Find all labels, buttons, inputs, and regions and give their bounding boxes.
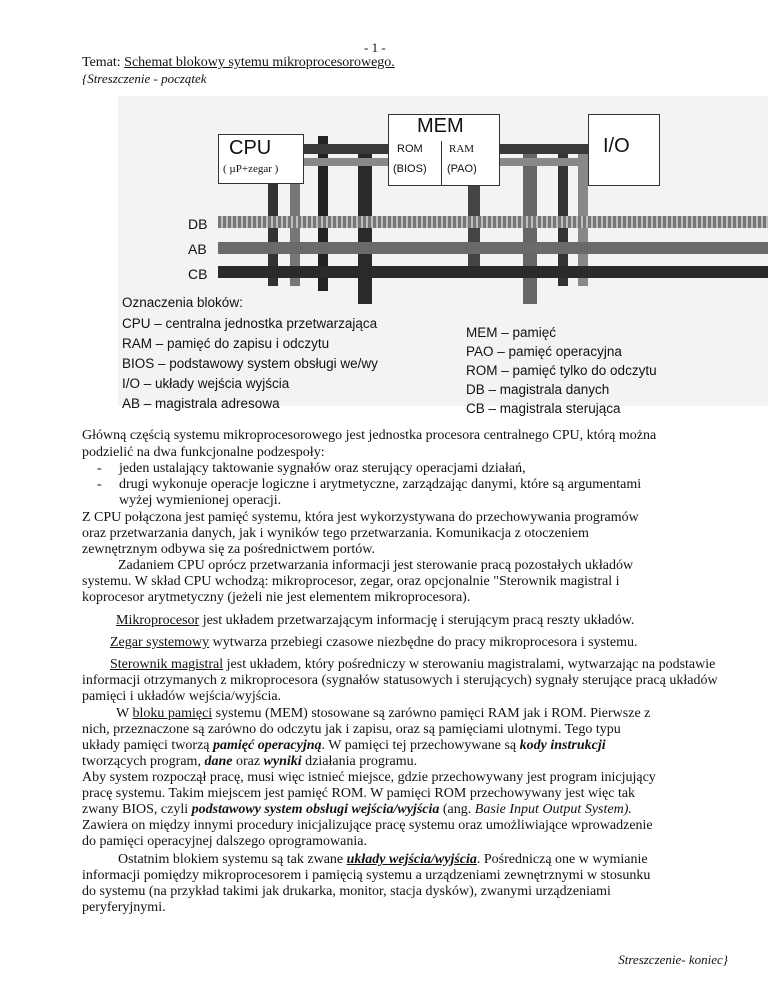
text-line (118, 852, 648, 868)
list-item-cont: wyżej wymienionej operacji. (119, 493, 282, 508)
legend-right-item: CB – magistrala sterująca (466, 401, 621, 416)
term-bios: podstawowy system obsługi wejścia/wyjścia (191, 802, 440, 817)
ab-label: AB (188, 241, 207, 257)
pao-label: (PAO) (447, 163, 477, 175)
definition-text: jest układem, który pośredniczy w sterowaniu magistralami, wytwarzając na podstawie (223, 657, 716, 672)
text-line (116, 706, 650, 722)
bios-label: (BIOS) (393, 163, 427, 175)
page-number: - 1 - (364, 40, 386, 55)
text-line (82, 802, 632, 818)
term-mikroprocesor: Mikroprocesor (116, 613, 200, 628)
data-bus (218, 216, 768, 228)
control-bus (218, 266, 768, 278)
text-line: Aby system rozpoczął pracę, musi więc istnieć miejsce, gdzie przechowywany jest program inicjujący (82, 770, 656, 785)
mikroprocesor-definition (116, 613, 634, 629)
text-line: do pamięci operacyjnej dalszego oprogramowania. (82, 834, 367, 849)
summary-end-marker: Streszczenie- koniec} (618, 952, 728, 967)
text-line (82, 738, 606, 754)
term-pamiec-operacyjna: pamięć operacyjną (213, 738, 322, 753)
definition-text: jest układem przetwarzającym informację i sterującym pracą reszty układów. (199, 613, 635, 628)
text-line: informacji pomiędzy mikroprocesorem i pamięcią systemu a urządzeniami zewnętrznymi w stosunku (82, 868, 651, 883)
definition-text: wytwarza przebiegi czasowe niezbędne do pracy mikroprocesora i systemu. (209, 635, 638, 650)
text-fragment: (ang. (439, 802, 475, 817)
text-fragment: oraz (232, 754, 264, 769)
page-title (82, 55, 395, 71)
title-text: Schemat blokowy sytemu mikroprocesorowego. (124, 55, 395, 70)
text-line: podzielić na dwa funkcjonalne podzespoły: (82, 445, 325, 460)
term-uklady-we-wy: układy wejścia/wyjścia (346, 852, 477, 867)
db-label: DB (188, 216, 208, 232)
address-bus (218, 242, 768, 254)
legend-right-item: MEM – pamięć (466, 325, 557, 340)
legend-right-item: ROM – pamięć tylko do odczytu (466, 363, 657, 378)
text-line: pamięci i układów wejścia/wyjścia. (82, 689, 282, 704)
zegar-definition (110, 635, 638, 651)
cpu-block (218, 134, 304, 184)
term-bios-english: Basie Input Output System). (474, 802, 632, 817)
text-line: Zadaniem CPU oprócz przetwarzania informacji jest sterowanie pracą pozostałych układów (118, 558, 634, 573)
io-block (588, 114, 660, 186)
text-line: Główną częścią systemu mikroprocesorowego jest jednostka procesora centralnego CPU, którą można (82, 428, 657, 443)
text-line: nich, przeznaczone są zarówno do odczytu jak i zapisu, oraz są pamięciami ulotnymi. Tego typu (82, 722, 621, 737)
text-fragment: układy pamięci tworzą (82, 738, 214, 753)
block-diagram (118, 96, 768, 416)
text-fragment: zwany BIOS, czyli (82, 802, 192, 817)
text-fragment: systemu (MEM) stosowane są zarówno pamięci RAM jak i ROM. Pierwsze z (212, 706, 651, 721)
rom-label: ROM (397, 143, 423, 155)
title-prefix: Temat: (82, 55, 121, 70)
legend-left-item: I/O – układy wejścia wyjścia (122, 376, 290, 391)
text-fragment: W (116, 706, 133, 721)
term-dane: dane (204, 754, 233, 769)
bullet-dash: - (97, 477, 102, 492)
cpu-label: CPU (229, 137, 272, 159)
summary-start-marker: {Streszczenie - początek (82, 71, 207, 86)
text-line: koprocesor arytmetyczny (jeżeli nie jest elementem mikroprocesora). (82, 590, 471, 605)
list-item: jeden ustalający taktowanie sygnałów oraz sterujący operacjami działań, (119, 461, 526, 476)
text-line: zewnętrznym odbywa się za pośrednictwem portów. (82, 542, 375, 557)
text-line: Z CPU połączona jest pamięć systemu, która jest wykorzystywana do przechowywania programów (82, 510, 639, 525)
ram-label: RAM (449, 143, 475, 155)
text-fragment: . W pamięci tej przechowywane są (321, 738, 520, 753)
text-line: oraz przetwarzania danych, jak i wyników tego przetwarzania. Komunikacja z otoczeniem (82, 526, 589, 541)
text-line: informacji otrzymanych z mikroprocesora (sygnałów statusowych i sterujących) sygnały sterujące pracą układów (82, 673, 718, 688)
legend-left-item: RAM – pamięć do zapisu i odczytu (122, 336, 330, 351)
text-fragment: tworzących program, (82, 754, 205, 769)
bullet-dash: - (97, 461, 102, 476)
legend-heading: Oznaczenia bloków: (122, 295, 243, 310)
term-blok-pamieci: bloku pamięci (132, 706, 213, 721)
legend-right-item: PAO – pamięć operacyjna (466, 344, 622, 359)
text-line: do systemu (na przykład takimi jak drukarka, monitor, stacja dysków), zwanymi urządzeniami (82, 884, 611, 899)
term-wyniki: wyniki (263, 754, 302, 769)
mem-label: MEM (417, 115, 464, 137)
term-zegar: Zegar systemowy (110, 635, 210, 650)
mem-block (388, 114, 500, 186)
text-line: peryferyjnymi. (82, 900, 166, 915)
text-line: pracę systemu. Takim miejscem jest pamięć ROM. W pamięci ROM przechowywany jest więc tak (82, 786, 636, 801)
legend-left-item: CPU – centralna jednostka przetwarzająca (122, 316, 378, 331)
text-fragment: . Pośredniczą one w wymianie (476, 852, 648, 867)
legend-right-item: DB – magistrala danych (466, 382, 610, 397)
sterownik-definition (110, 657, 715, 673)
term-sterownik: Sterownik magistral (110, 657, 224, 672)
legend-left-item: AB – magistrala adresowa (122, 396, 280, 411)
io-label: I/O (603, 135, 630, 157)
text-line: Zawiera on między innymi procedury inicjalizujące pracę systemu oraz umożliwiające wprowadzenie (82, 818, 653, 833)
text-line (82, 754, 417, 770)
term-kody-instrukcji: kody instrukcji (519, 738, 606, 753)
text-line: systemu. W skład CPU wchodzą: mikroprocesor, zegar, oraz opcjonalnie "Sterownik magistral i (82, 574, 620, 589)
cb-label: CB (188, 266, 208, 282)
mem-divider (441, 141, 442, 185)
text-fragment: działania programu. (301, 754, 418, 769)
legend-left-item: BIOS – podstawowy system obsługi we/wy (122, 356, 378, 371)
list-item: drugi wykonuje operacje logiczne i arytmetyczne, zarządzając danymi, które są argumentami (119, 477, 642, 492)
text-fragment: Ostatnim blokiem systemu są tak zwane (118, 852, 347, 867)
cpu-sublabel: ( µP+zegar ) (223, 163, 279, 175)
